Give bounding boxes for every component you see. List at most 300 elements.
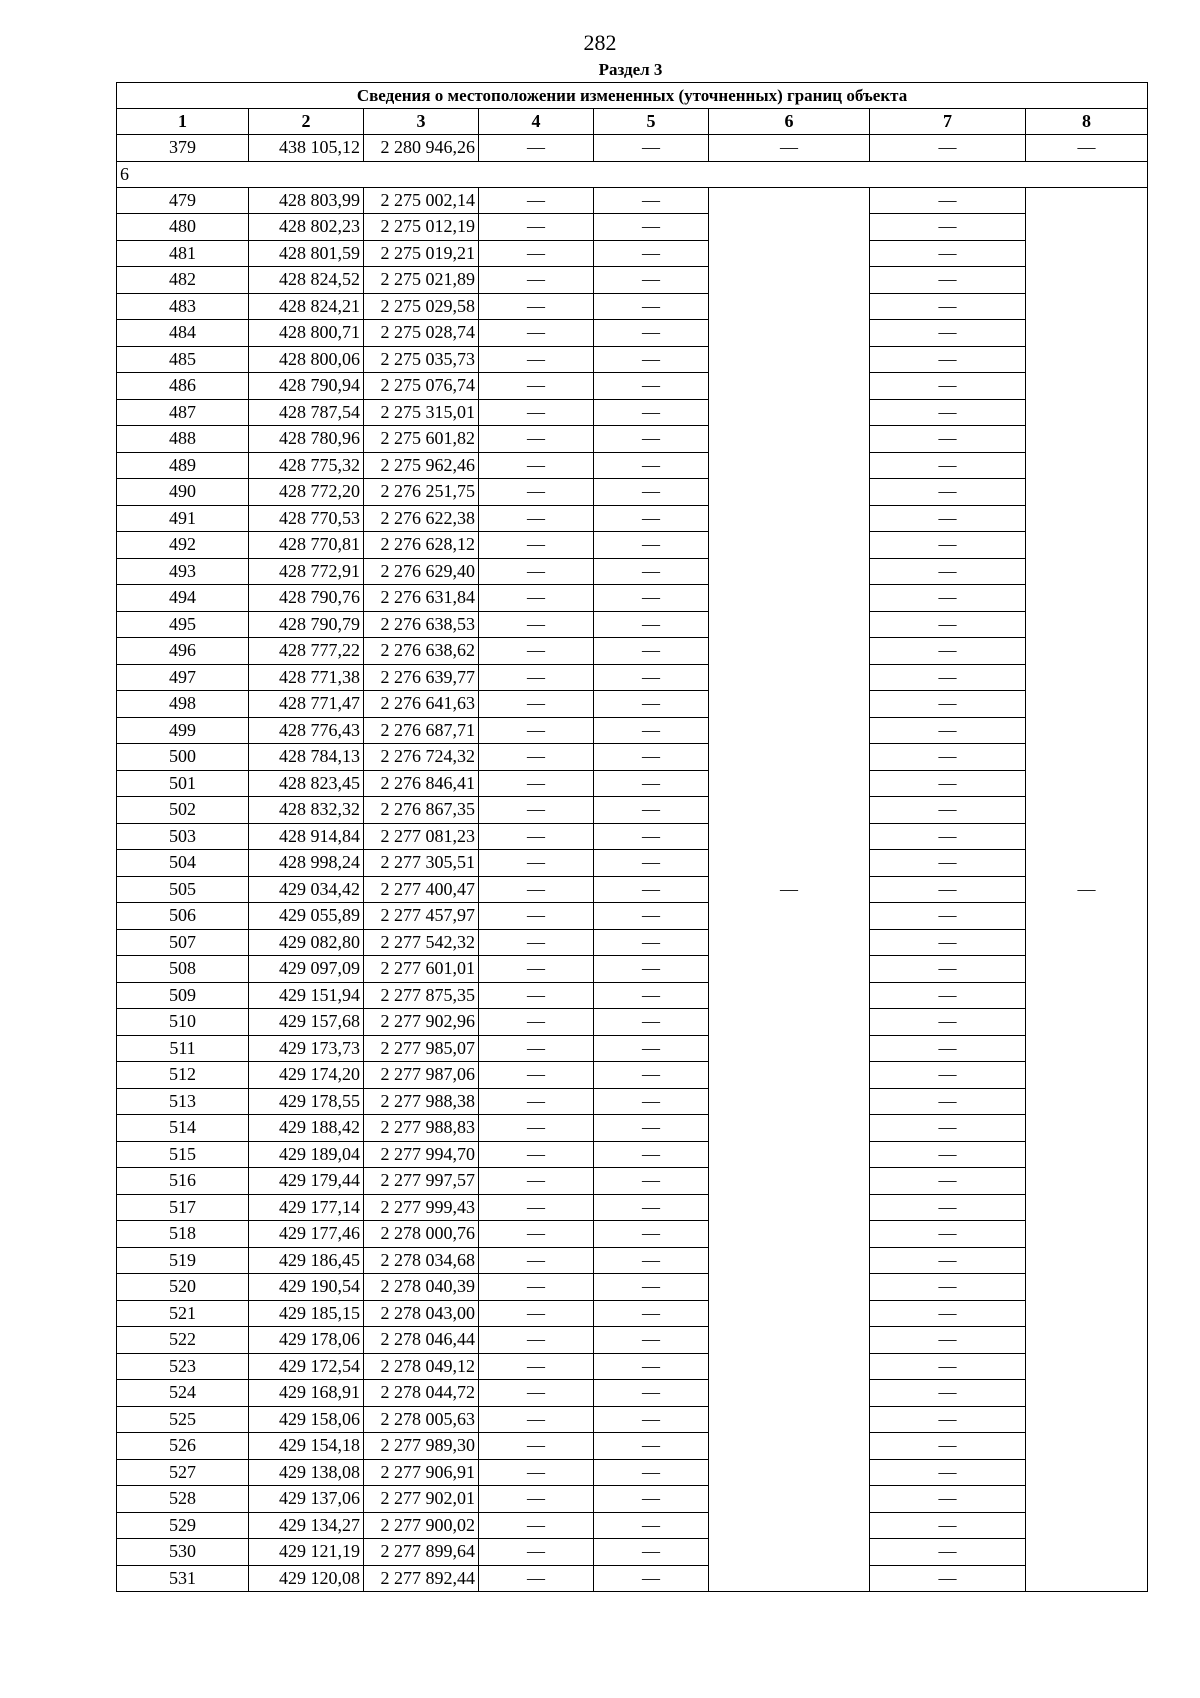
cell-col7: — bbox=[870, 1009, 1026, 1036]
cell-col4: — bbox=[479, 1247, 594, 1274]
coordinate-y: 2 275 315,01 bbox=[364, 399, 479, 426]
point-number: 509 bbox=[117, 982, 249, 1009]
cell-col4: — bbox=[479, 1168, 594, 1195]
cell-col7: — bbox=[870, 426, 1026, 453]
coordinate-x: 428 770,81 bbox=[249, 532, 364, 559]
coordinate-y: 2 277 988,83 bbox=[364, 1115, 479, 1142]
coordinate-y: 2 277 994,70 bbox=[364, 1141, 479, 1168]
column-header: 5 bbox=[594, 109, 709, 135]
cell-col4: — bbox=[479, 1009, 594, 1036]
cell-col5: — bbox=[594, 1300, 709, 1327]
point-number: 510 bbox=[117, 1009, 249, 1036]
cell-col4: — bbox=[479, 214, 594, 241]
point-number: 527 bbox=[117, 1459, 249, 1486]
cell-col4: — bbox=[479, 452, 594, 479]
point-number: 528 bbox=[117, 1486, 249, 1513]
table-row bbox=[117, 479, 1148, 506]
cell-col5: — bbox=[594, 585, 709, 612]
cell-col5: — bbox=[594, 850, 709, 877]
cell-col4: — bbox=[479, 1035, 594, 1062]
cell-col7: — bbox=[870, 638, 1026, 665]
cell-col7: — bbox=[870, 267, 1026, 294]
table-row bbox=[117, 320, 1148, 347]
coordinate-x: 428 802,23 bbox=[249, 214, 364, 241]
coordinate-y: 2 275 029,58 bbox=[364, 293, 479, 320]
table-row bbox=[117, 1274, 1148, 1301]
table-row bbox=[117, 638, 1148, 665]
coordinate-y: 2 277 902,01 bbox=[364, 1486, 479, 1513]
coordinate-x: 428 780,96 bbox=[249, 426, 364, 453]
table-title: Сведения о местоположении измененных (уточненных) границ объекта bbox=[117, 83, 1148, 109]
cell-col7: — bbox=[870, 214, 1026, 241]
cell-col4: — bbox=[479, 611, 594, 638]
table-row bbox=[117, 1459, 1148, 1486]
coordinate-y: 2 278 044,72 bbox=[364, 1380, 479, 1407]
cell-col7: — bbox=[870, 903, 1026, 930]
cell-col7: — bbox=[870, 664, 1026, 691]
point-number: 483 bbox=[117, 293, 249, 320]
cell-col4: — bbox=[479, 479, 594, 506]
coordinate-x: 429 173,73 bbox=[249, 1035, 364, 1062]
coordinate-y: 2 276 251,75 bbox=[364, 479, 479, 506]
coordinate-x: 429 138,08 bbox=[249, 1459, 364, 1486]
cell-col4: — bbox=[479, 505, 594, 532]
point-number: 530 bbox=[117, 1539, 249, 1566]
cell-col5: — bbox=[594, 532, 709, 559]
point-number: 518 bbox=[117, 1221, 249, 1248]
point-number: 522 bbox=[117, 1327, 249, 1354]
cell-col4: — bbox=[479, 267, 594, 294]
cell-col4: — bbox=[479, 876, 594, 903]
point-number: 505 bbox=[117, 876, 249, 903]
cell-col7: — bbox=[870, 956, 1026, 983]
cell-col5: — bbox=[594, 1406, 709, 1433]
cell-col5: — bbox=[594, 770, 709, 797]
coordinate-y: 2 277 985,07 bbox=[364, 1035, 479, 1062]
cell-col5: — bbox=[594, 479, 709, 506]
cell-col4: — bbox=[479, 1300, 594, 1327]
point-number: 502 bbox=[117, 797, 249, 824]
table-row bbox=[117, 1168, 1148, 1195]
coordinate-y: 2 275 019,21 bbox=[364, 240, 479, 267]
cell-col7: — bbox=[870, 850, 1026, 877]
table-row bbox=[117, 1565, 1148, 1592]
cell-col7: — bbox=[870, 1088, 1026, 1115]
cell-col5: — bbox=[594, 664, 709, 691]
table-row bbox=[117, 452, 1148, 479]
coordinate-x: 428 914,84 bbox=[249, 823, 364, 850]
cell-col7: — bbox=[870, 479, 1026, 506]
point-number: 512 bbox=[117, 1062, 249, 1089]
table-row bbox=[117, 664, 1148, 691]
cell-col4: — bbox=[479, 1459, 594, 1486]
cell-col5: — bbox=[594, 1512, 709, 1539]
coordinate-y: 2 275 076,74 bbox=[364, 373, 479, 400]
coordinate-y: 2 276 622,38 bbox=[364, 505, 479, 532]
coordinate-y: 2 276 846,41 bbox=[364, 770, 479, 797]
coordinate-y: 2 276 639,77 bbox=[364, 664, 479, 691]
cell-col7: — bbox=[870, 187, 1026, 214]
point-number: 484 bbox=[117, 320, 249, 347]
cell-col7: — bbox=[870, 1035, 1026, 1062]
coordinate-x: 428 770,53 bbox=[249, 505, 364, 532]
cell-col5: — bbox=[594, 1062, 709, 1089]
coordinate-x: 428 775,32 bbox=[249, 452, 364, 479]
coordinate-y: 2 277 987,06 bbox=[364, 1062, 479, 1089]
table-row bbox=[117, 1300, 1148, 1327]
point-number: 508 bbox=[117, 956, 249, 983]
coordinate-x: 429 177,14 bbox=[249, 1194, 364, 1221]
coordinate-x: 428 771,38 bbox=[249, 664, 364, 691]
coordinate-x: 428 772,91 bbox=[249, 558, 364, 585]
table-row bbox=[117, 876, 1148, 903]
coordinate-y: 2 277 902,96 bbox=[364, 1009, 479, 1036]
coordinate-x: 429 157,68 bbox=[249, 1009, 364, 1036]
cell-col7: — bbox=[870, 823, 1026, 850]
cell-col7: — bbox=[870, 1141, 1026, 1168]
point-number: 490 bbox=[117, 479, 249, 506]
cell-col4: — bbox=[479, 956, 594, 983]
cell-col7: — bbox=[870, 585, 1026, 612]
cell-col4: — bbox=[479, 1141, 594, 1168]
section-title: Раздел 3 bbox=[598, 60, 663, 79]
merged-cell-col6: — bbox=[709, 187, 870, 1592]
table-row bbox=[117, 1486, 1148, 1513]
cell-col5: — bbox=[594, 982, 709, 1009]
cell-col4: — bbox=[479, 1539, 594, 1566]
coordinate-x: 429 134,27 bbox=[249, 1512, 364, 1539]
cell-col4: — bbox=[479, 929, 594, 956]
coordinate-y: 2 278 034,68 bbox=[364, 1247, 479, 1274]
point-number: 526 bbox=[117, 1433, 249, 1460]
cell-col7: — bbox=[870, 1221, 1026, 1248]
table-row bbox=[117, 558, 1148, 585]
cell-col7: — bbox=[870, 399, 1026, 426]
point-number: 486 bbox=[117, 373, 249, 400]
table-row bbox=[117, 1009, 1148, 1036]
cell-col4: — bbox=[479, 1565, 594, 1592]
cell-col4: — bbox=[479, 691, 594, 718]
coordinate-x: 429 121,19 bbox=[249, 1539, 364, 1566]
cell-col5: — bbox=[594, 1539, 709, 1566]
column-header: 2 bbox=[249, 109, 364, 135]
table-row bbox=[117, 956, 1148, 983]
point-number: 480 bbox=[117, 214, 249, 241]
coordinate-x: 429 055,89 bbox=[249, 903, 364, 930]
cell-col4: — bbox=[479, 1327, 594, 1354]
point-number: 479 bbox=[117, 187, 249, 214]
coordinate-y: 2 276 631,84 bbox=[364, 585, 479, 612]
cell-col5: — bbox=[594, 638, 709, 665]
table-row bbox=[117, 903, 1148, 930]
coordinate-x: 428 784,13 bbox=[249, 744, 364, 771]
point-number: 517 bbox=[117, 1194, 249, 1221]
cell-col4: — bbox=[479, 664, 594, 691]
table-row bbox=[117, 850, 1148, 877]
table-row bbox=[117, 1406, 1148, 1433]
coordinate-x: 428 772,20 bbox=[249, 479, 364, 506]
cell-col7: — bbox=[870, 1406, 1026, 1433]
cell-col7: — bbox=[870, 611, 1026, 638]
table-row bbox=[117, 797, 1148, 824]
coordinate-x: 429 151,94 bbox=[249, 982, 364, 1009]
coordinate-y: 2 277 081,23 bbox=[364, 823, 479, 850]
coordinate-x: 429 179,44 bbox=[249, 1168, 364, 1195]
cell-col5: — bbox=[594, 505, 709, 532]
coordinate-y: 2 277 900,02 bbox=[364, 1512, 479, 1539]
table-row bbox=[117, 744, 1148, 771]
cell-col7: — bbox=[870, 717, 1026, 744]
table-row bbox=[117, 240, 1148, 267]
cell-col5: — bbox=[594, 1088, 709, 1115]
cell-col5: — bbox=[594, 611, 709, 638]
cell-col4: — bbox=[479, 982, 594, 1009]
cell-col5: — bbox=[594, 1459, 709, 1486]
cell-col5: — bbox=[594, 1380, 709, 1407]
table-row bbox=[117, 770, 1148, 797]
table-row bbox=[117, 1221, 1148, 1248]
cell-col7: — bbox=[870, 1062, 1026, 1089]
cell-col4: — bbox=[479, 1486, 594, 1513]
table-row bbox=[117, 1539, 1148, 1566]
cell-col7: — bbox=[870, 373, 1026, 400]
table-row bbox=[117, 691, 1148, 718]
cell-col6: — bbox=[709, 135, 870, 162]
cell-col7: — bbox=[870, 982, 1026, 1009]
table-row bbox=[117, 611, 1148, 638]
coordinate-x: 428 771,47 bbox=[249, 691, 364, 718]
coordinate-x: 428 790,79 bbox=[249, 611, 364, 638]
point-number: 482 bbox=[117, 267, 249, 294]
cell-col7: — bbox=[870, 1274, 1026, 1301]
table-row bbox=[117, 532, 1148, 559]
cell-col5: — bbox=[594, 1565, 709, 1592]
cell-col7: — bbox=[870, 1565, 1026, 1592]
coordinate-x: 429 185,15 bbox=[249, 1300, 364, 1327]
point-number: 504 bbox=[117, 850, 249, 877]
point-number: 488 bbox=[117, 426, 249, 453]
coordinate-y: 2 278 005,63 bbox=[364, 1406, 479, 1433]
coordinate-y: 2 278 049,12 bbox=[364, 1353, 479, 1380]
point-number: 503 bbox=[117, 823, 249, 850]
cell-col7: — bbox=[870, 558, 1026, 585]
table-row bbox=[117, 505, 1148, 532]
cell-col5: — bbox=[594, 1035, 709, 1062]
group-label: 6 bbox=[117, 161, 1148, 187]
cell-col5: — bbox=[594, 373, 709, 400]
column-header: 6 bbox=[709, 109, 870, 135]
point-number: 489 bbox=[117, 452, 249, 479]
table-row bbox=[117, 585, 1148, 612]
table-row bbox=[117, 426, 1148, 453]
cell-col5: — bbox=[594, 744, 709, 771]
cell-col7: — bbox=[870, 1115, 1026, 1142]
cell-col5: — bbox=[594, 929, 709, 956]
point-number: 523 bbox=[117, 1353, 249, 1380]
table-row bbox=[117, 1115, 1148, 1142]
cell-col5: — bbox=[594, 267, 709, 294]
coordinate-x: 429 178,06 bbox=[249, 1327, 364, 1354]
cell-col7: — bbox=[870, 532, 1026, 559]
cell-col7: — bbox=[870, 691, 1026, 718]
cell-col5: — bbox=[594, 399, 709, 426]
point-number: 511 bbox=[117, 1035, 249, 1062]
table-row bbox=[117, 717, 1148, 744]
table-row bbox=[117, 214, 1148, 241]
coordinate-x: 429 154,18 bbox=[249, 1433, 364, 1460]
point-number: 495 bbox=[117, 611, 249, 638]
coordinate-x: 428 998,24 bbox=[249, 850, 364, 877]
cell-col4: — bbox=[479, 426, 594, 453]
coordinate-y: 2 277 542,32 bbox=[364, 929, 479, 956]
point-number: 521 bbox=[117, 1300, 249, 1327]
cell-col4: — bbox=[479, 135, 594, 162]
coordinate-x: 428 824,21 bbox=[249, 293, 364, 320]
coordinate-y: 2 277 899,64 bbox=[364, 1539, 479, 1566]
cell-col4: — bbox=[479, 1221, 594, 1248]
column-header: 4 bbox=[479, 109, 594, 135]
cell-col7: — bbox=[870, 293, 1026, 320]
coordinate-y: 2 277 305,51 bbox=[364, 850, 479, 877]
coordinate-y: 2 276 867,35 bbox=[364, 797, 479, 824]
cell-col5: — bbox=[594, 1327, 709, 1354]
cell-col5: — bbox=[594, 346, 709, 373]
cell-col7: — bbox=[870, 1512, 1026, 1539]
group-row bbox=[117, 161, 1148, 187]
table-row bbox=[117, 1512, 1148, 1539]
coordinate-x: 438 105,12 bbox=[249, 135, 364, 162]
cell-col4: — bbox=[479, 240, 594, 267]
cell-col4: — bbox=[479, 373, 594, 400]
coordinate-y: 2 276 629,40 bbox=[364, 558, 479, 585]
coordinate-y: 2 275 028,74 bbox=[364, 320, 479, 347]
coordinate-y: 2 275 021,89 bbox=[364, 267, 479, 294]
cell-col7: — bbox=[870, 1353, 1026, 1380]
coordinate-x: 428 790,94 bbox=[249, 373, 364, 400]
point-number: 519 bbox=[117, 1247, 249, 1274]
coordinate-y: 2 276 687,71 bbox=[364, 717, 479, 744]
cell-col5: — bbox=[594, 426, 709, 453]
coordinates-table bbox=[116, 82, 1148, 1592]
cell-col4: — bbox=[479, 320, 594, 347]
coordinate-x: 429 168,91 bbox=[249, 1380, 364, 1407]
cell-col7: — bbox=[870, 1168, 1026, 1195]
point-number: 481 bbox=[117, 240, 249, 267]
point-number: 507 bbox=[117, 929, 249, 956]
coordinate-x: 428 823,45 bbox=[249, 770, 364, 797]
coordinate-x: 429 082,80 bbox=[249, 929, 364, 956]
coordinate-x: 428 800,71 bbox=[249, 320, 364, 347]
point-number: 491 bbox=[117, 505, 249, 532]
point-number: 485 bbox=[117, 346, 249, 373]
cell-col4: — bbox=[479, 1194, 594, 1221]
cell-col5: — bbox=[594, 823, 709, 850]
cell-col7: — bbox=[870, 876, 1026, 903]
cell-col7: — bbox=[870, 320, 1026, 347]
cell-col4: — bbox=[479, 1406, 594, 1433]
column-header: 8 bbox=[1026, 109, 1148, 135]
table-row bbox=[117, 1035, 1148, 1062]
cell-col5: — bbox=[594, 797, 709, 824]
cell-col7: — bbox=[870, 452, 1026, 479]
cell-col7: — bbox=[870, 1327, 1026, 1354]
coordinate-x: 429 174,20 bbox=[249, 1062, 364, 1089]
cell-col5: — bbox=[594, 1274, 709, 1301]
cell-col7: — bbox=[870, 744, 1026, 771]
merged-cell-col8: — bbox=[1026, 187, 1148, 1592]
column-header-row bbox=[117, 109, 1148, 135]
table-row bbox=[117, 823, 1148, 850]
cell-col7: — bbox=[870, 1247, 1026, 1274]
table-row bbox=[117, 1062, 1148, 1089]
table-title-row bbox=[117, 83, 1148, 109]
coordinate-x: 429 189,04 bbox=[249, 1141, 364, 1168]
cell-col5: — bbox=[594, 452, 709, 479]
point-number: 531 bbox=[117, 1565, 249, 1592]
coordinate-y: 2 277 875,35 bbox=[364, 982, 479, 1009]
cell-col4: — bbox=[479, 744, 594, 771]
table-row bbox=[117, 1141, 1148, 1168]
coordinate-x: 429 188,42 bbox=[249, 1115, 364, 1142]
cell-col4: — bbox=[479, 1353, 594, 1380]
cell-col4: — bbox=[479, 399, 594, 426]
cell-col5: — bbox=[594, 1009, 709, 1036]
coordinate-x: 428 800,06 bbox=[249, 346, 364, 373]
cell-col4: — bbox=[479, 293, 594, 320]
column-header: 3 bbox=[364, 109, 479, 135]
cell-col7: — bbox=[870, 1433, 1026, 1460]
cell-col4: — bbox=[479, 1380, 594, 1407]
coordinate-x: 429 190,54 bbox=[249, 1274, 364, 1301]
table-row bbox=[117, 982, 1148, 1009]
coordinate-y: 2 278 043,00 bbox=[364, 1300, 479, 1327]
coordinate-x: 428 777,22 bbox=[249, 638, 364, 665]
coordinate-y: 2 276 628,12 bbox=[364, 532, 479, 559]
point-number: 514 bbox=[117, 1115, 249, 1142]
cell-col4: — bbox=[479, 187, 594, 214]
cell-col7: — bbox=[870, 770, 1026, 797]
coordinate-x: 429 034,42 bbox=[249, 876, 364, 903]
cell-col7: — bbox=[870, 797, 1026, 824]
table-row bbox=[117, 346, 1148, 373]
cell-col4: — bbox=[479, 558, 594, 585]
cell-col5: — bbox=[594, 214, 709, 241]
cell-col5: — bbox=[594, 187, 709, 214]
coordinate-y: 2 275 002,14 bbox=[364, 187, 479, 214]
coordinate-y: 2 275 012,19 bbox=[364, 214, 479, 241]
table-row bbox=[117, 1247, 1148, 1274]
cell-col5: — bbox=[594, 1141, 709, 1168]
cell-col5: — bbox=[594, 1353, 709, 1380]
point-number: 515 bbox=[117, 1141, 249, 1168]
point-number: 513 bbox=[117, 1088, 249, 1115]
cell-col5: — bbox=[594, 293, 709, 320]
table-row bbox=[117, 1433, 1148, 1460]
cell-col5: — bbox=[594, 876, 709, 903]
cell-col4: — bbox=[479, 346, 594, 373]
column-header: 1 bbox=[117, 109, 249, 135]
cell-col5: — bbox=[594, 956, 709, 983]
point-number: 499 bbox=[117, 717, 249, 744]
coordinate-y: 2 276 641,63 bbox=[364, 691, 479, 718]
point-number: 516 bbox=[117, 1168, 249, 1195]
coordinate-x: 429 177,46 bbox=[249, 1221, 364, 1248]
coordinate-y: 2 275 601,82 bbox=[364, 426, 479, 453]
cell-col4: — bbox=[479, 823, 594, 850]
cell-col7: — bbox=[870, 1194, 1026, 1221]
point-number: 494 bbox=[117, 585, 249, 612]
cell-col4: — bbox=[479, 1512, 594, 1539]
